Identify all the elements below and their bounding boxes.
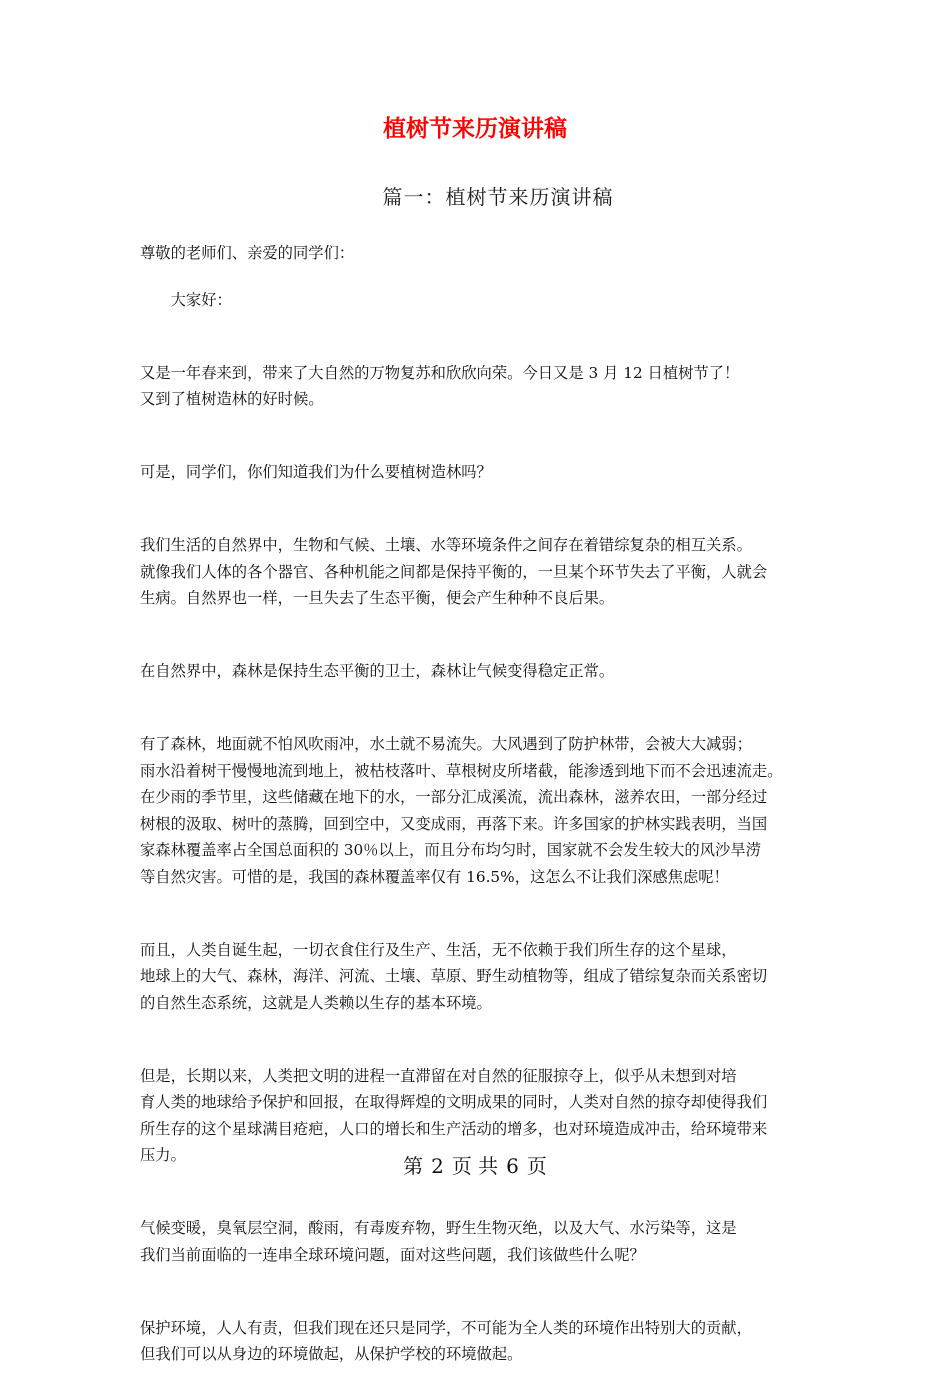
document-body [140, 240, 812, 1388]
salutation: 尊敬的老师们、亲爱的同学们： [140, 244, 355, 262]
paragraphs [140, 333, 812, 1368]
total-pages-number: 6 [506, 1154, 519, 1178]
page-label-suffix: 页 [526, 1154, 547, 1178]
body-paragraph [140, 910, 812, 1016]
paragraph-line: 家森林覆盖率占全国总面积的 30％以上，而且分布均匀时，国家就不会发生较大的风沙旱涝 [140, 841, 761, 859]
body-paragraph [140, 433, 812, 486]
paragraph-line: 有了森林，地面就不怕风吹雨冲，水土就不易流失。大风遇到了防护林带，会被大大减弱； [140, 735, 752, 753]
body-paragraph [140, 1189, 812, 1269]
paragraph-line: 生病。自然界也一样，一旦失去了生态平衡，便会产生种种不良后果。 [140, 589, 615, 607]
paragraph-line: 压力。 [140, 1146, 186, 1164]
paragraph-line: 气候变暖，臭氧层空洞，酸雨，有毒废弃物，野生生物灭绝，以及大气、水污染等，这是 [140, 1219, 737, 1237]
page-footer [0, 1150, 950, 1179]
document-subtitle: 篇一：植树节来历演讲稿 [382, 185, 614, 209]
page-label-prefix: 第 [403, 1154, 424, 1178]
paragraph-line: 在自然界中，森林是保持生态平衡的卫士，森林让气候变得稳定正常。 [140, 662, 615, 680]
body-paragraph [140, 1288, 812, 1368]
paragraph-line: 在少雨的季节里，这些储藏在地下的水，一部分汇成溪流，流出森林，滋养农田，一部分经过 [140, 788, 768, 806]
paragraph-line: 又是一年春来到，带来了大自然的万物复苏和欣欣向荣。今日又是 3 月 12 日植树节了！ [140, 363, 740, 382]
paragraph-line: 就像我们人体的各个器官、各种机能之间都是保持平衡的，一旦某个环节失去了平衡，人就会 [140, 562, 768, 581]
paragraph-line: 树根的汲取、树叶的蒸腾，回到空中，又变成雨，再落下来。许多国家的护林实践表明，当国 [140, 814, 768, 833]
paragraph-line: 但我们可以从身边的环境做起，从保护学校的环境做起。 [140, 1345, 523, 1363]
paragraph-line: 我们当前面临的一连串全球环境问题，面对这些问题，我们该做些什么呢？ [140, 1245, 645, 1264]
current-page-number: 2 [431, 1154, 444, 1178]
paragraph-line: 的自然生态系统，这就是人类赖以生存的基本环境。 [140, 993, 492, 1012]
paragraph-line: 育人类的地球给予保护和回报，在取得辉煌的文明成果的同时，人类对自然的掠夺却使得我们 [140, 1093, 768, 1111]
paragraph-line: 雨水沿着树干慢慢地流到地上，被枯枝落叶、草根树皮所堵截，能渗透到地下而不会迅速流走。 [140, 761, 783, 780]
paragraph-line: 所生存的这个星球满目疮疤，人口的增长和生产活动的增多，也对环境造成冲击，给环境带来 [140, 1119, 768, 1138]
paragraph-line: 保护环境，人人有责，但我们现在还只是同学，不可能为全人类的环境作出特别大的贡献， [140, 1318, 752, 1337]
paragraph-line: 我们生活的自然界中，生物和气候、土壤、水等环境条件之间存在着错综复杂的相互关系。 [140, 536, 752, 554]
body-paragraph [140, 506, 812, 612]
paragraph-line: 但是，长期以来，人类把文明的进程一直滞留在对自然的征服掠夺上，似乎从未想到对培 [140, 1066, 737, 1085]
page-label-mid: 页 共 [451, 1154, 499, 1178]
paragraph-line: 等自然灾害。可惜的是，我国的森林覆盖率仅有 16.5%，这怎么不让我们深感焦虑呢！ [140, 867, 729, 886]
body-paragraph [140, 632, 812, 685]
greeting: 大家好： [170, 290, 232, 309]
paragraph-line: 地球上的大气、森林，海洋、河流、土壤、草原、野生动植物等，组成了错综复杂而关系密切 [140, 967, 768, 985]
paragraph-line: 又到了植树造林的好时候。 [140, 390, 324, 408]
paragraph-line: 而且，人类自诞生起，一切衣食住行及生产、生活，无不依赖于我们所生存的这个星球， [140, 940, 737, 959]
body-paragraph [140, 333, 812, 413]
document-title: 植树节来历演讲稿 [383, 116, 567, 142]
paragraph-line: 可是，同学们，你们知道我们为什么要植树造林吗？ [140, 463, 492, 481]
body-paragraph [140, 1036, 812, 1169]
body-paragraph [140, 705, 812, 891]
